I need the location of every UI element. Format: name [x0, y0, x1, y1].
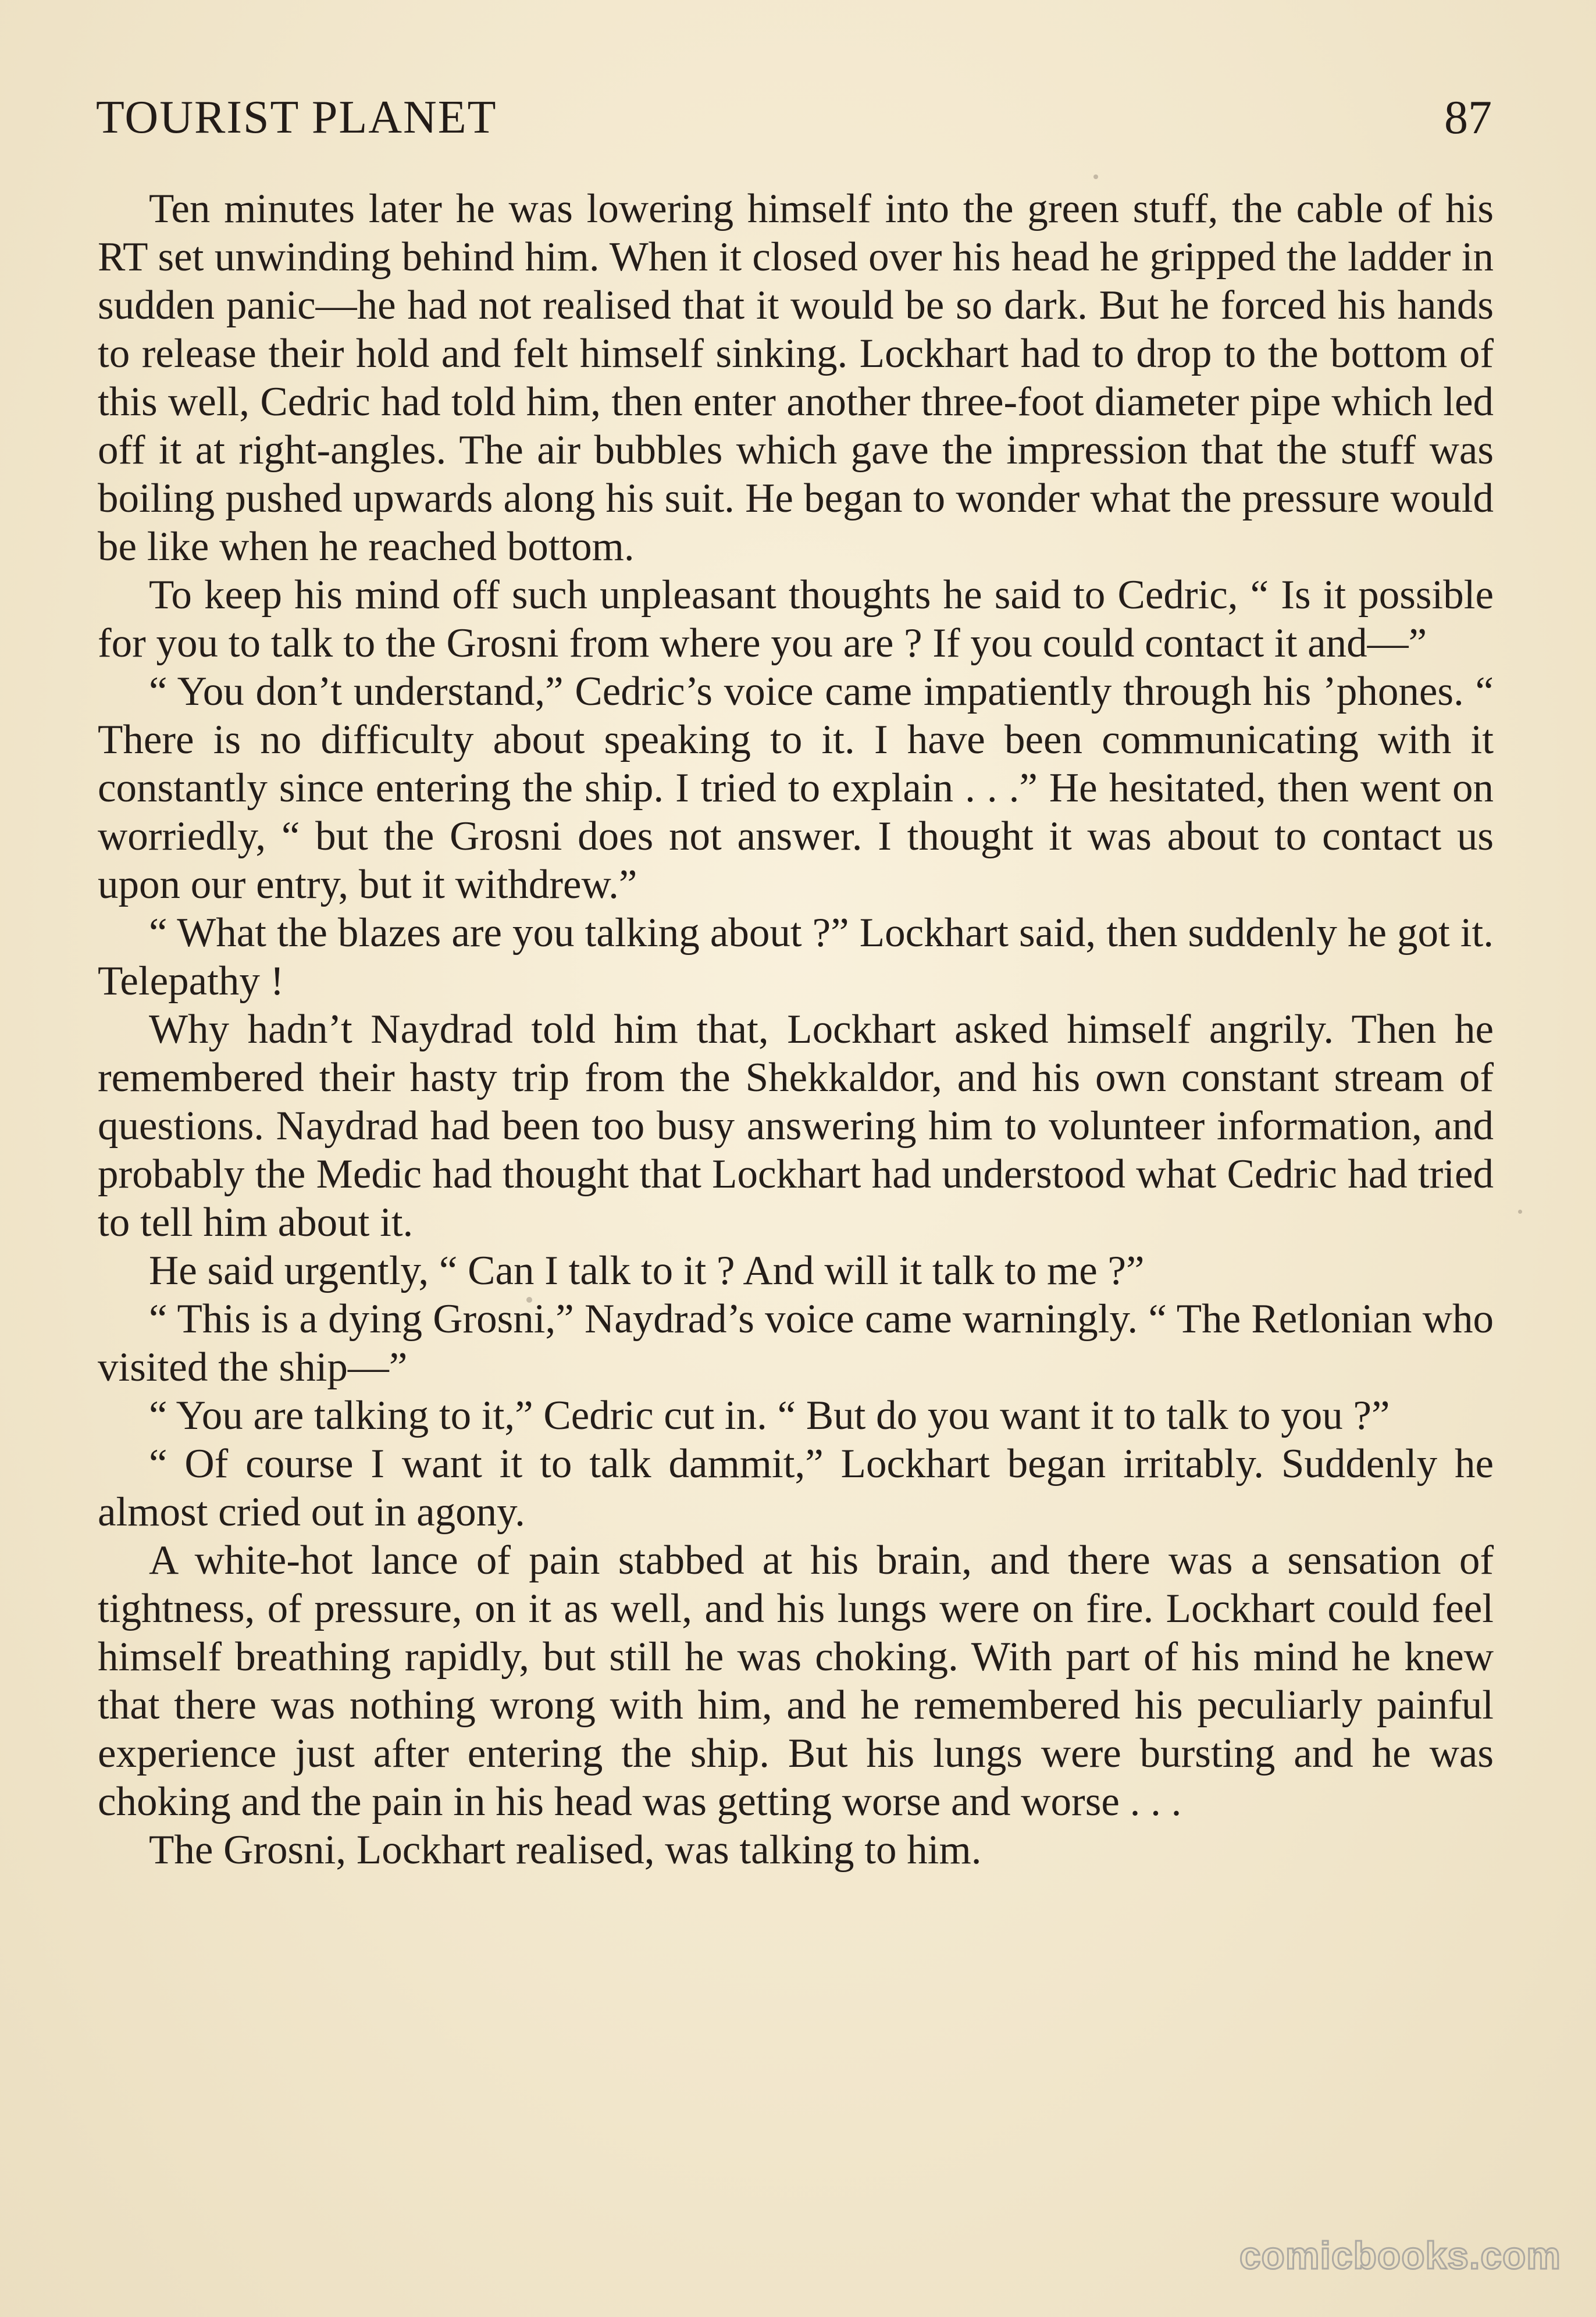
paragraph-8: “ You are talking to it,” Cedric cut in. “ But do you want it to talk to you ?” [149, 1393, 1390, 1438]
body-text [98, 185, 1494, 1874]
paragraph-9: “ Of course I want it to talk dammit,” Lockhart began irritably. Suddenly he almost cried out in agony. [98, 1441, 1494, 1535]
paragraph-6: He said urgently, “ Can I talk to it ? And will it talk to me ?” [149, 1248, 1145, 1293]
page-number: 87 [1444, 91, 1492, 144]
ink-speck [1518, 1210, 1522, 1214]
paragraph-7: “ This is a dying Grosni,” Naydrad’s voice came warningly. “ The Retlonian who visited the ship—” [98, 1296, 1494, 1390]
paragraph-4: “ What the blazes are you talking about ?” Lockhart said, then suddenly he got it. Telepathy ! [98, 910, 1494, 1004]
paragraph-2: To keep his mind off such unpleasant thoughts he said to Cedric, “ Is it possible for you to talk to the Grosni from where you are ? If you could contact it and—” [98, 572, 1494, 666]
paragraph-10: A white-hot lance of pain stabbed at his brain, and there was a sensation of tightness, of pressure, on it as well, and his lungs were on fire. Lockhart could feel himself breathing rapidly, but still he was choking. With part of his mind he knew that there was nothing wrong with him, and he remembered his peculiarly painful experience just after entering the ship. But his lungs were bursting and he was choking and the pain in his head was getting worse and worse . . . [98, 1538, 1494, 1824]
running-head: TOURIST PLANET [96, 92, 497, 143]
paragraph-11: The Grosni, Lockhart realised, was talking to him. [149, 1827, 982, 1873]
watermark-logo: comicbooks.com [1239, 2234, 1561, 2277]
paragraph-1: Ten minutes later he was lowering himself into the green stuff, the cable of his RT set unwinding behind him. When it closed over his head he gripped the ladder in sudden panic—he had not realised that it would be so dark. But he forced his hands to release their hold and felt himself sinking. Lockhart had to drop to the bottom of this well, Cedric had told him, then enter another three-foot diameter pipe which led off it at right-angles. The air bubbles which gave the impression that the stuff was boiling pushed upwards along his suit. He began to wonder what the pressure would be like when he reached bottom. [98, 186, 1494, 569]
paragraph-3: “ You don’t understand,” Cedric’s voice came impatiently through his ’phones. “ There is no difficulty about speaking to it. I have been communicating with it constantly since entering the ship. I tried to explain . . .” He hesitated, then went on worriedly, “ but the Grosni does not answer. I thought it was about to contact us upon our entry, but it withdrew.” [98, 669, 1494, 907]
page-header [96, 83, 1492, 152]
ink-speck [526, 1297, 532, 1303]
paragraph-5: Why hadn’t Naydrad told him that, Lockhart asked himself angrily. Then he remembered their hasty trip from the Shekkaldor, and his own constant stream of questions. Naydrad had been too busy answering him to volunteer information, and probably the Medic had thought that Lockhart had understood what Cedric had tried to tell him about it. [98, 1007, 1494, 1245]
ink-speck [1093, 174, 1098, 179]
